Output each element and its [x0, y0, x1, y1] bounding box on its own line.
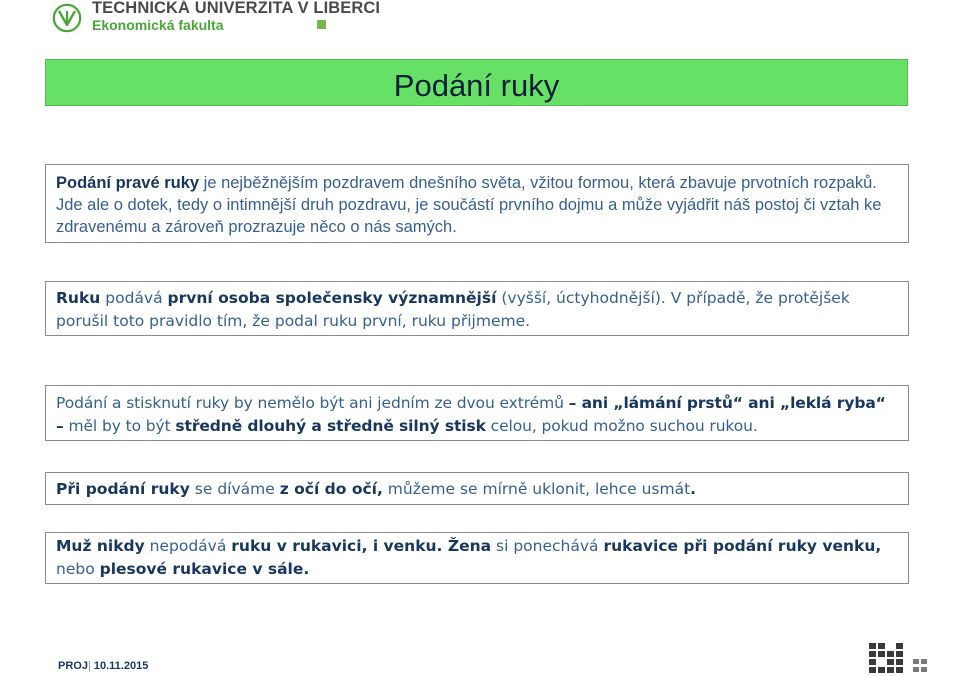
text: si ponechává — [491, 537, 604, 555]
text-bold: ruku v rukavici, i venku. Žena — [231, 537, 492, 555]
footer-date: 10.11.2015 — [90, 660, 149, 672]
text-bold: . — [690, 480, 697, 498]
text: nepodává — [144, 537, 232, 555]
text-bold: Muž nikdy — [56, 537, 145, 555]
page-title: Podání ruky — [393, 68, 560, 103]
footer-label: PROJ — [58, 660, 88, 672]
tul-logo-icon — [52, 3, 82, 33]
paragraph-box-1 — [45, 164, 909, 243]
text-bold: rukavice při podání ruky venku, — [603, 537, 882, 555]
footer — [58, 660, 148, 672]
text-bold: první osoba společensky významnější — [167, 289, 497, 307]
text-bold: plesové rukavice v sále. — [99, 559, 310, 578]
paragraph-box-5 — [45, 532, 909, 584]
text-bold: Při podání ruky — [56, 480, 190, 498]
text-bold: Podání pravé ruky — [56, 174, 200, 192]
text: je nejběžnějším pozdravem dnešního světa, vžitou formou, která zbavuje prvotních rozpaků. Jde ale o dotek, tedy o intimnější druh pozdravu, je součástí prvního dojmu a může vyjádřit náš postoj či vztah ke zdravenému a zároveň prozrazuje něco o nás samých. — [56, 174, 882, 236]
logo-square — [317, 20, 326, 29]
text-bold: – ani „lámání prstů“ ani „leklá ryba“ – — [56, 394, 886, 435]
text-bold: Ruku — [56, 289, 101, 307]
text: můžeme se mírně uklonit, lehce usmát — [382, 480, 691, 498]
text: nebo — [56, 559, 100, 578]
paragraph-box-2 — [45, 281, 909, 336]
text: (vyšší, úctyhodnější). V případě, že protějšek porušil toto pravidlo tím, že podal ruku první, ruku přijmeme. — [56, 289, 850, 330]
footer-separator: | — [87, 660, 91, 672]
paragraph-box-3 — [45, 385, 909, 441]
title-bar — [45, 59, 908, 106]
text: Podání a stisknutí ruky by nemělo být ani jedním ze dvou extrémů — [56, 394, 569, 412]
text: celou, pokud možno suchou rukou. — [485, 416, 758, 435]
paragraph-box-4 — [45, 472, 909, 505]
text: podává — [100, 289, 168, 307]
text: se díváme — [189, 480, 280, 498]
grid-logo-icon — [869, 641, 929, 676]
text: měl by to být — [63, 416, 176, 435]
text-bold: středně dlouhý a středně silný stisk — [175, 416, 486, 435]
university-name: TECHNICKÁ UNIVERZITA V LIBERCI — [92, 0, 381, 17]
faculty-name: Ekonomická fakulta — [92, 17, 224, 33]
text-bold: z očí do očí, — [279, 480, 383, 498]
